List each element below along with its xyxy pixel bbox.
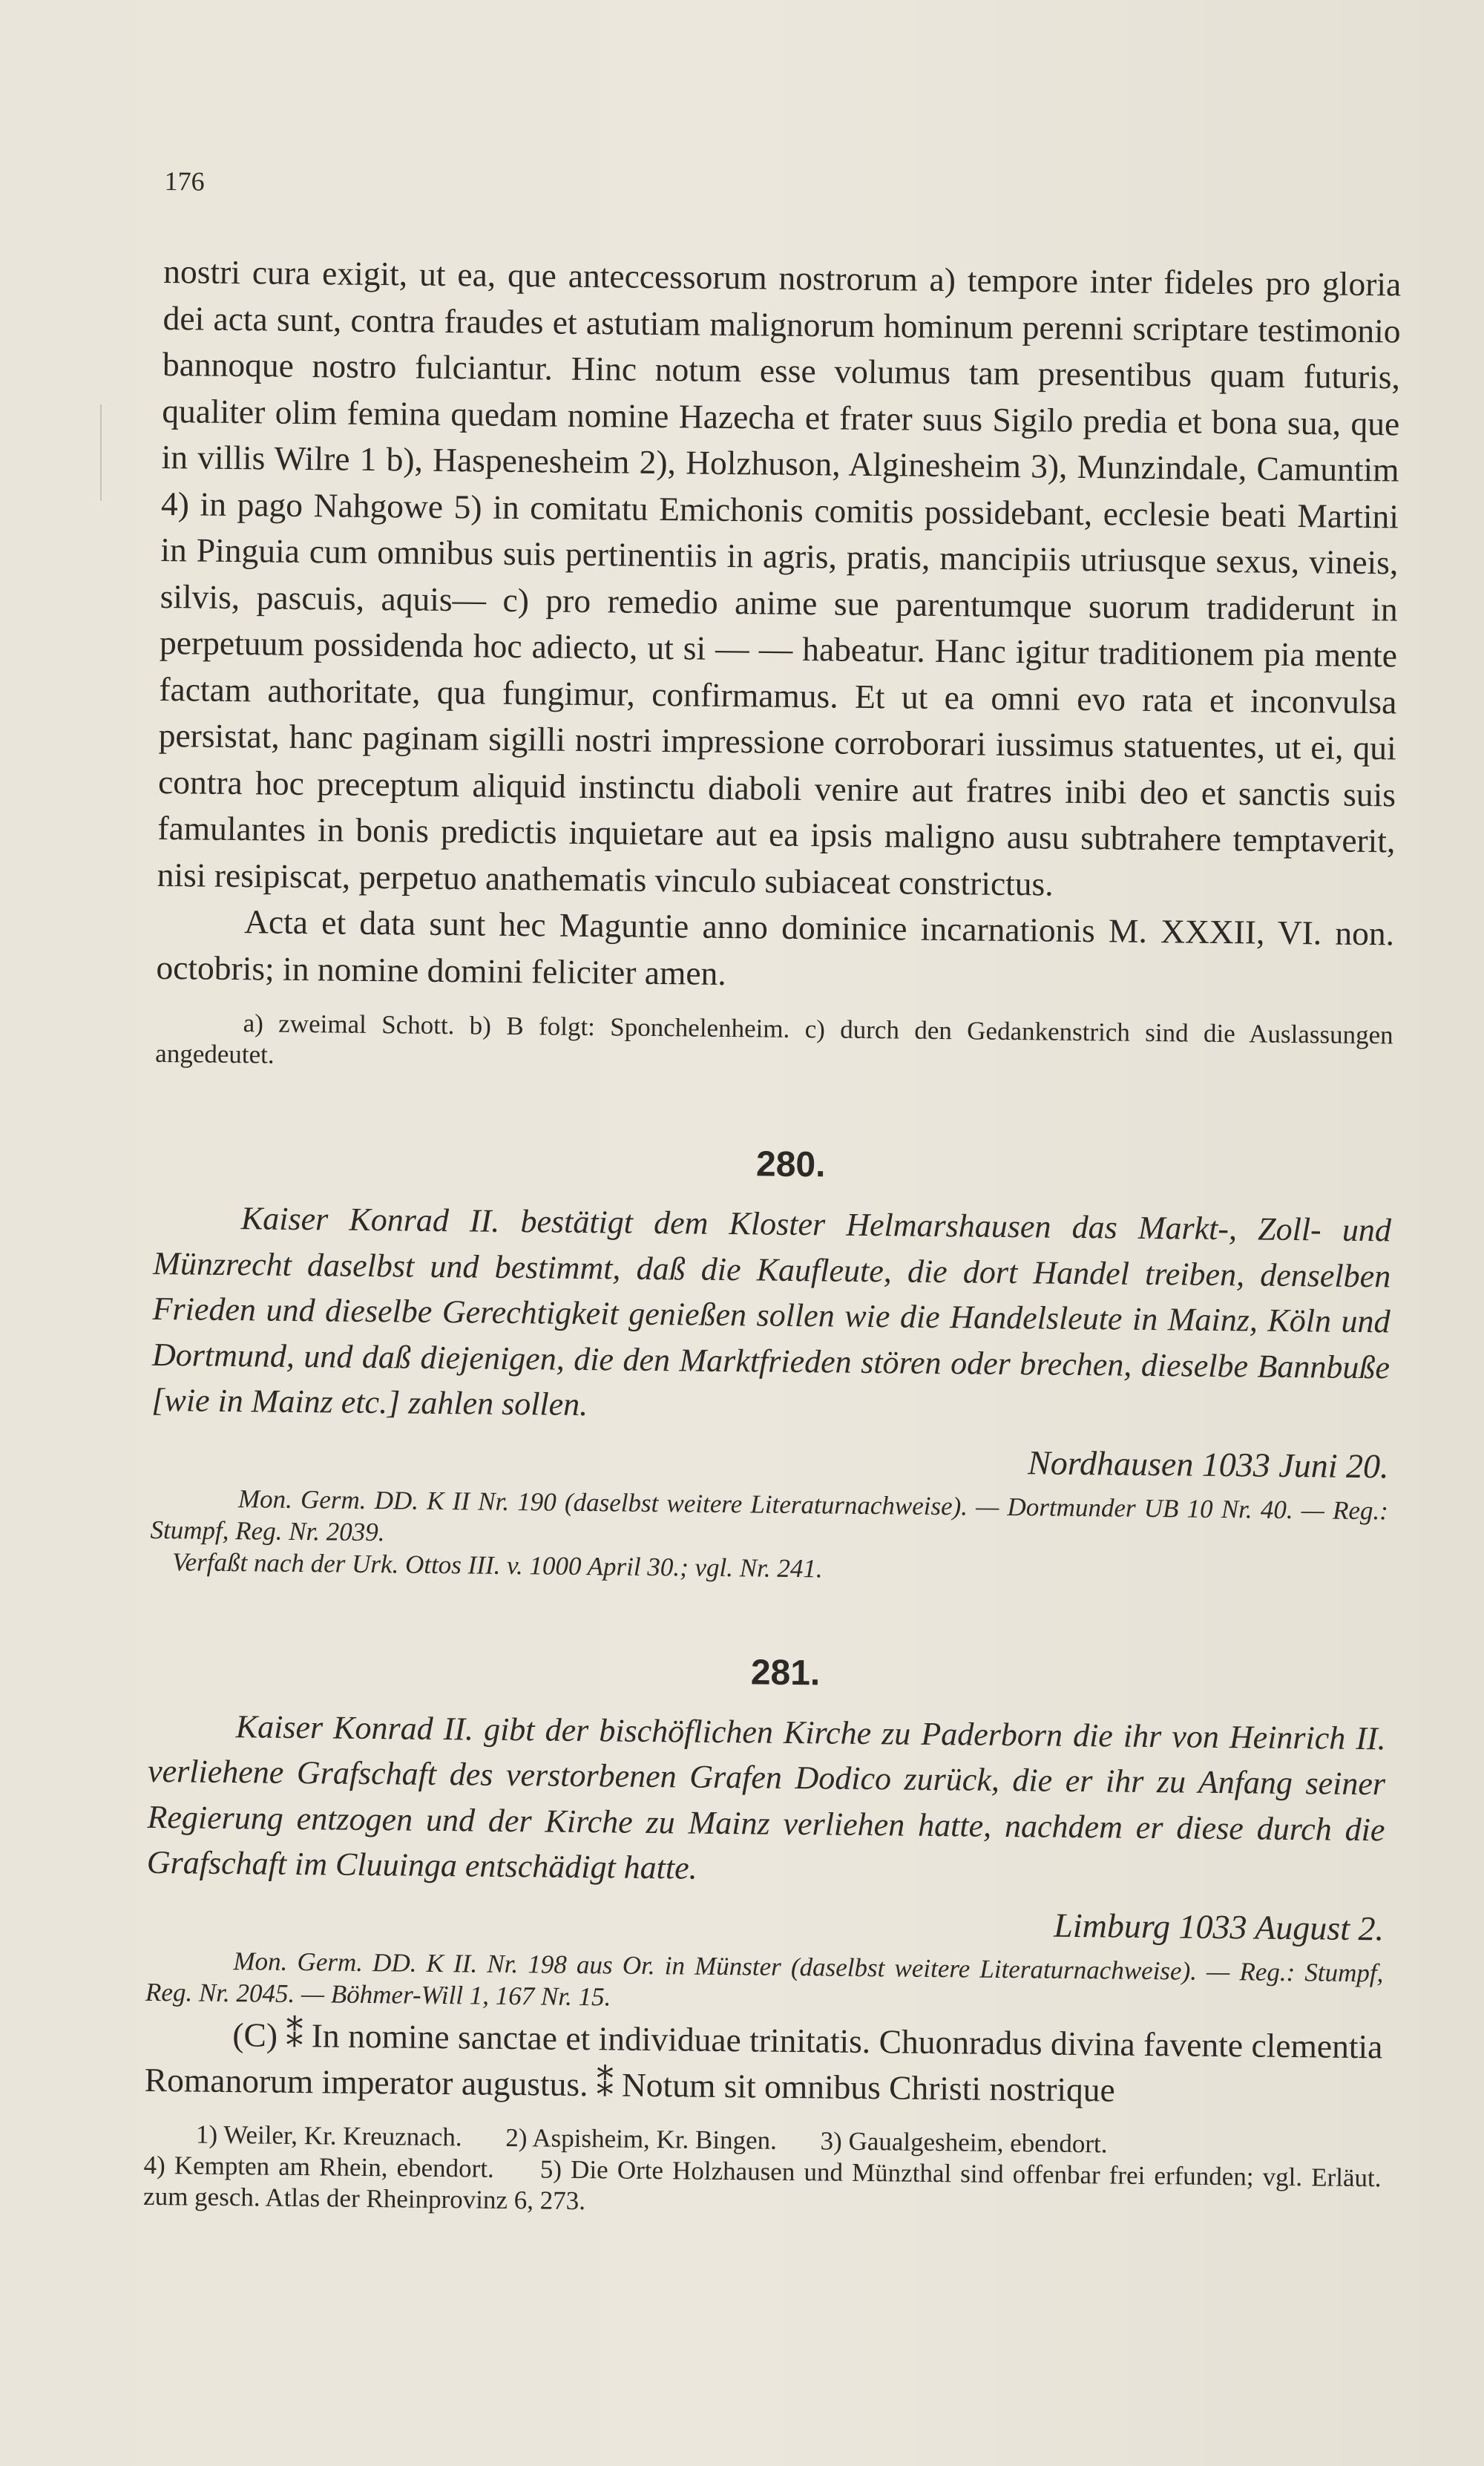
entry-sources-280 [150,1481,1388,1590]
entry-note-280: Verfaßt nach der Urk. Ottos III. v. 1000 April 30.; vgl. Nr. 241. [171,1547,823,1583]
page-number: 176 [164,165,205,197]
footnote-1: 1) Weiler, Kr. Kreuznach. [195,2119,462,2151]
entry-summary-281: Kaiser Konrad II. gibt der bischöflichen Kirche zu Paderborn die ihr von Heinrich II. verliehene Grafschaft des verstorbenen Grafen Dodico zurück, die er ihr zu Anfang seiner Regierung entzogen und der Kirche zu Mainz verliehen hatte, nachdem er diese durch die Grafschaft im Cluuinga entschädigt hatte. [146,1708,1386,1886]
entry-place-date-280: Nordhausen 1033 Juni 20. [1027,1443,1389,1485]
footnote-3: 3) Gaualgesheim, ebendort. [820,2125,1108,2158]
entry-summary-280: Kaiser Konrad II. bestätigt dem Kloster Helmarshausen das Markt-, Zoll- und Münzrecht daselbst und bestimmt, daß die Kaufleute, die dort Handel treiben, denselben Frieden und dieselbe Gerechtigkeit genießen sollen wie die Handelsleute in Mainz, Köln und Dortmund, und daß diejenigen, die den Marktfrieden stören oder brechen, dieselbe Bannbuße [wie in Mainz etc.] zahlen sollen. [151,1200,1392,1423]
entry-number-280: 280. [755,1144,826,1185]
charter-notes-text: a) zweimal Schott. b) B folgt: Sponchelenheim. c) durch den Gedankenstrich sind die Auslassungen angedeutet. [155,1009,1393,1069]
entry-sources-281-text: Mon. Germ. DD. K II. Nr. 198 aus Or. in Münster (daselbst weitere Literaturnachweise). — Reg.: Stumpf, Reg. Nr. 2045. — Böhmer-Will 1, 167 Nr. 15. [145,1946,1384,2011]
entry-body-281-text: (C) ⁑ In nomine sanctae et individuae trinitatis. Chuonradus divina favente clementia Romanorum imperator augustus. ⁑ Notum sit omnibus Christi nostrique [144,2015,1383,2109]
entry-body-281 [144,2010,1382,2116]
charter-notes [155,1007,1393,1082]
entry-number-281: 281. [750,1652,821,1693]
footnotes [143,2118,1382,2224]
footnote-2: 2) Aspisheim, Kr. Bingen. [505,2122,778,2155]
charter-text: nostri cura exigit, ut ea, que anteccessorum nostrorum a) tempore inter fideles pro gloria dei acta sunt, contra fraudes et astutiam malignorum hominum perenni scriptare testimonio bannoque nostro fulciantur. Hinc notum esse volumus tam presentibus quam futuris, qualiter olim femina quedam nomine Hazecha et frater suus Sigilo predia et bona sua, que in villis Wilre 1 b), Haspenesheim 2), Holzhuson, Alginesheim 3), Munzindale, Camuntim 4) in pago Nahgowe 5) in comitatu Emichonis comitis possidebant, ecclesie beati Martini in Pinguia cum omnibus suis pertinentiis in agris, pratis, mancipiis utriusque sexus, vineis, silvis, pascuis, aquis— c) pro remedio anime sue parentumque suorum tradiderunt in perpetuum possidenda hoc adiecto, ut si — — habeatur. Hanc igitur traditionem pia mente factam authoritate, qua fungimur, confirmamus. Et ut ea omni evo rata et inconvulsa persistat, hanc paginam sigilli nostri impressione corroborari iussimus statuentes, ut ei, qui contra hoc preceptum aliquid instinctu diaboli venire aut fratres inibi deo et sanctis suis famulantes in bonis predictis inquietare aut ea ipsis maligno ausu subtrahere temptaverit, nisi resipiscat, perpetuo anathematis vinculo subiaceat constrictus. [157,252,1402,903]
charter-dating: Acta et data sunt hec Maguntie anno dominice incarnationis M. XXXII, VI. non. octobris; in nomine domini feliciter amen. [156,902,1395,992]
footnote-5: 5) Die Orte Holzhausen und Münzthal sind offenbar frei erfunden; vgl. Erläut. zum gesch. Atlas der Rheinprovinz 6, 273. [142,2154,1382,2215]
margin-pencil-mark [100,404,102,501]
entry-sources-281 [145,1944,1384,2020]
footnote-4: 4) Kempten am Rhein, ebendort. [143,2150,494,2183]
entry-sources-280-text: Mon. Germ. DD. K II Nr. 190 (daselbst weitere Literaturnachweise). — Dortmunder UB 10 Nr. 40. — Reg.: Stumpf, Reg. Nr. 2039. [150,1483,1389,1547]
page-content [143,152,1402,2225]
entry-place-date-281: Limburg 1033 August 2. [1054,1906,1385,1947]
